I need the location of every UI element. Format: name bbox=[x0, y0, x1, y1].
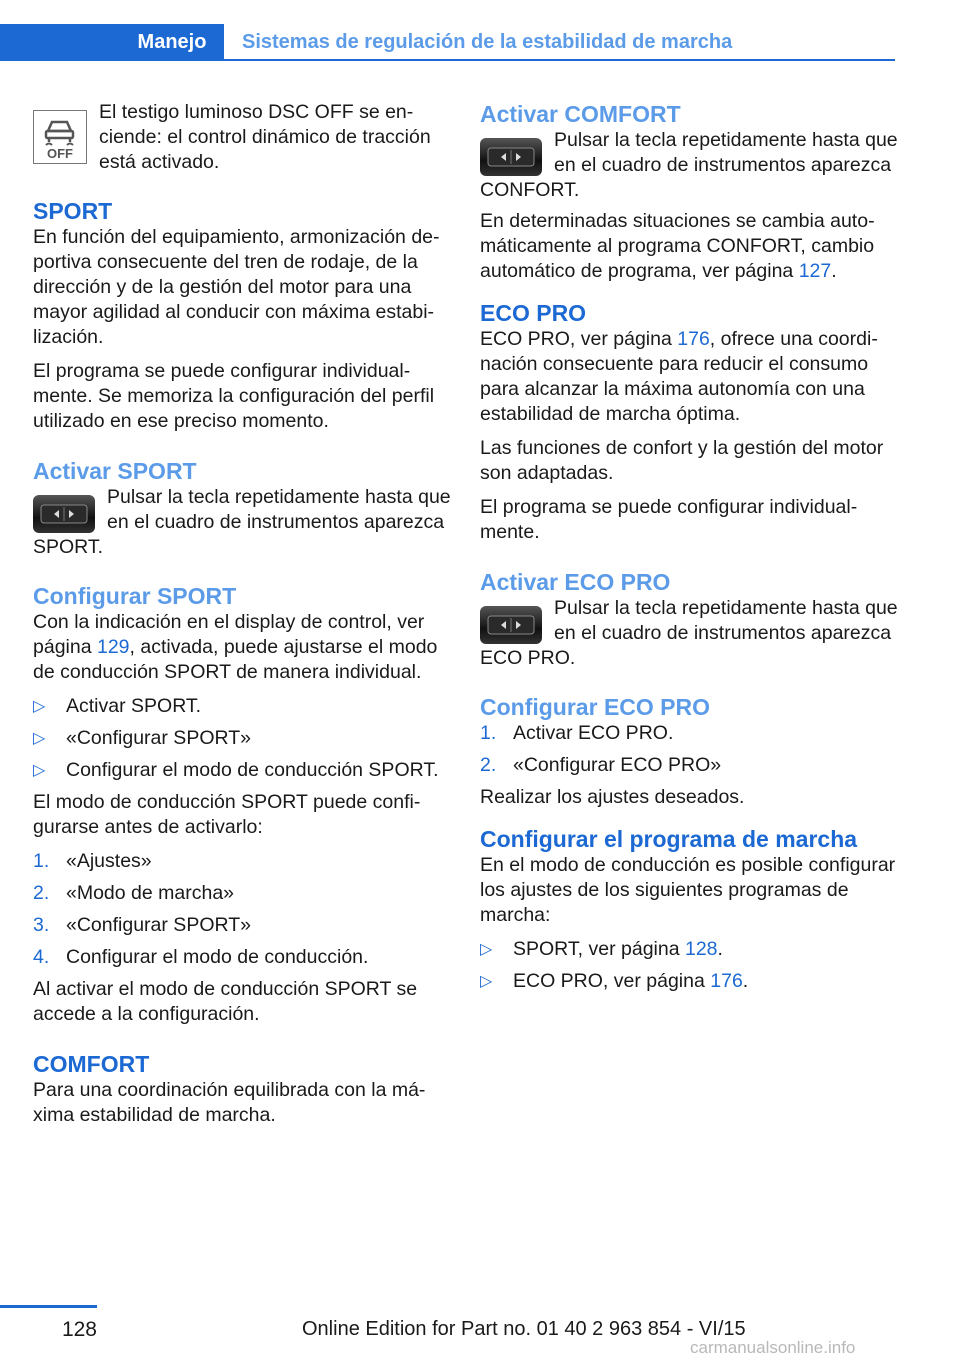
list-item-text: Configurar el modo de conducción SPORT. bbox=[66, 759, 439, 781]
triangle-bullet-icon: ▷ bbox=[480, 941, 493, 958]
eco-pro-text-post: , ofrece una coordinación consecuente para reducir el consumo para alcanzar la máxima autonomía con una estabilidad de marcha óptima. bbox=[480, 328, 878, 425]
step-text: «Ajustes» bbox=[66, 850, 152, 872]
page-link-127[interactable]: 127 bbox=[798, 260, 832, 282]
eco-pro-paragraph-2: Las funciones de confort y la gestión del motor son adaptadas. bbox=[480, 437, 884, 484]
eco-pro-after-text: Realizar los ajustes deseados. bbox=[480, 786, 745, 808]
sport-paragraph-1: En función del equipamiento, armonización deportiva consecuente del tren de rodaje, de la dirección y de la gestión del motor para una mayor agilidad al conducir con máxima estabilización. bbox=[33, 226, 440, 348]
list-item-text: SPORT, ver página bbox=[513, 938, 685, 960]
left-column bbox=[33, 100, 453, 1137]
activate-sport-block bbox=[33, 485, 453, 560]
comfort-heading: COMFORT bbox=[33, 1051, 150, 1077]
after-steps-text: Al activar el modo de conducción SPORT se accede a la configuración. bbox=[33, 978, 418, 1025]
list-item bbox=[33, 913, 453, 938]
sport-paragraph-2: El programa se puede configurar individualmente. Se memoriza la configuración del perfil utilizado en ese preciso momento. bbox=[33, 360, 435, 432]
activate-eco-pro-block bbox=[480, 596, 900, 671]
activate-sport-text: Pulsar la tecla repetidamente hasta que en el cuadro de instrumentos aparezca SPORT. bbox=[33, 486, 451, 558]
page-link-176[interactable]: 176 bbox=[710, 970, 743, 992]
triangle-bullet-icon: ▷ bbox=[480, 973, 493, 990]
triangle-bullet-icon: ▷ bbox=[33, 762, 46, 779]
mode-button-icon bbox=[33, 495, 95, 533]
list-item bbox=[33, 726, 453, 751]
header-accent-block bbox=[0, 24, 120, 61]
configure-sport-text-pre: Con la indicación en el display de control, ver página bbox=[33, 611, 425, 658]
eco-pro-steps bbox=[480, 721, 900, 778]
step-text: «Modo de marcha» bbox=[66, 882, 235, 904]
list-item bbox=[33, 758, 453, 783]
list-item bbox=[480, 937, 900, 962]
activate-sport-heading: Activar SPORT bbox=[33, 458, 197, 484]
configure-eco-pro-heading: Configurar ECO PRO bbox=[480, 694, 711, 720]
header-rule bbox=[224, 59, 895, 61]
configure-sport-text bbox=[33, 610, 453, 685]
page-link-129[interactable]: 129 bbox=[96, 636, 130, 658]
eco-pro-paragraph-3: El programa se puede configurar individualmente. bbox=[480, 496, 858, 543]
mode-button-icon bbox=[480, 606, 542, 644]
step-number: 4. bbox=[33, 946, 50, 968]
configure-sport-text-post: , activada, puede ajustarse el modo de conducción SPORT de manera individual. bbox=[33, 636, 438, 683]
step-number: 3. bbox=[33, 914, 50, 936]
program-heading: Configurar el programa de marcha bbox=[480, 826, 858, 852]
list-item-text: Activar SPORT. bbox=[66, 695, 202, 717]
eco-pro-heading: ECO PRO bbox=[480, 300, 587, 326]
comfort-text: Para una coordinación equilibrada con la máxima estabilidad de marcha. bbox=[33, 1079, 426, 1126]
sport-heading: SPORT bbox=[33, 198, 113, 224]
step-text: Activar ECO PRO. bbox=[513, 722, 674, 744]
step-number: 1. bbox=[33, 850, 50, 872]
step-text: «Configurar ECO PRO» bbox=[513, 754, 722, 776]
list-item bbox=[33, 881, 453, 906]
activate-eco-pro-heading: Activar ECO PRO bbox=[480, 569, 671, 595]
dsc-off-text: El testigo luminoso DSC OFF se enciende: el control dinámico de tracción está activado. bbox=[99, 101, 431, 173]
list-item bbox=[480, 969, 900, 994]
activate-comfort-block bbox=[480, 128, 900, 203]
dsc-off-block bbox=[33, 100, 453, 175]
page-number: 128 bbox=[61, 1318, 97, 1341]
activate-comfort-heading: Activar COMFORT bbox=[480, 101, 681, 127]
header-section-tab[interactable]: Manejo bbox=[120, 24, 224, 61]
page-link-128[interactable]: 128 bbox=[684, 938, 718, 960]
triangle-bullet-icon: ▷ bbox=[33, 730, 46, 747]
list-item-text: . bbox=[717, 938, 723, 960]
auto-program-text-post: . bbox=[831, 260, 837, 282]
step-text: Configurar el modo de conducción. bbox=[66, 946, 369, 968]
step-number: 2. bbox=[480, 754, 497, 776]
list-item bbox=[33, 694, 453, 719]
list-item bbox=[480, 753, 900, 778]
configure-sport-bullets bbox=[33, 694, 453, 783]
sport-steps bbox=[33, 849, 453, 970]
dsc-off-icon-label: OFF bbox=[47, 146, 73, 161]
auto-program-text bbox=[480, 209, 900, 284]
edition-text: Online Edition for Part no. 01 40 2 963 854 - VI/15 bbox=[302, 1318, 746, 1340]
auto-program-text-pre: En determinadas situaciones se cambia automáticamente al programa CONFORT, cambio automático de programa, ver página bbox=[480, 210, 875, 282]
page-header bbox=[0, 24, 895, 61]
pre-activate-text: El modo de conducción SPORT puede configurarse antes de activarlo: bbox=[33, 791, 421, 838]
dsc-off-warning-icon bbox=[33, 110, 87, 164]
right-column bbox=[480, 100, 900, 1001]
list-item bbox=[33, 849, 453, 874]
list-item bbox=[480, 721, 900, 746]
eco-pro-paragraph-1 bbox=[480, 327, 900, 427]
mode-button-icon bbox=[480, 138, 542, 176]
step-number: 2. bbox=[33, 882, 50, 904]
triangle-bullet-icon: ▷ bbox=[33, 698, 46, 715]
list-item bbox=[33, 945, 453, 970]
watermark: carmanualsonline.info bbox=[690, 1338, 856, 1357]
footer-rule bbox=[0, 1305, 97, 1308]
step-number: 1. bbox=[480, 722, 497, 744]
header-chapter-title[interactable]: Sistemas de regulación de la estabilidad de marcha bbox=[242, 31, 733, 53]
activate-eco-pro-text: Pulsar la tecla repetidamente hasta que en el cuadro de instrumentos aparezca ECO PRO. bbox=[480, 597, 898, 669]
list-item-text: ECO PRO, ver página bbox=[513, 970, 711, 992]
activate-comfort-text: Pulsar la tecla repetidamente hasta que en el cuadro de instrumentos aparezca CONFORT. bbox=[480, 129, 898, 201]
configure-sport-heading: Configurar SPORT bbox=[33, 583, 237, 609]
list-item-text: . bbox=[742, 970, 749, 992]
eco-pro-text-pre: ECO PRO, ver página bbox=[480, 328, 678, 350]
program-list bbox=[480, 937, 900, 994]
list-item-text: «Configurar SPORT» bbox=[66, 727, 251, 749]
program-text: En el modo de conducción es posible configurar los ajustes de los siguientes programas de marcha: bbox=[480, 854, 896, 926]
step-text: «Configurar SPORT» bbox=[66, 914, 251, 936]
page-link-176[interactable]: 176 bbox=[677, 328, 710, 350]
